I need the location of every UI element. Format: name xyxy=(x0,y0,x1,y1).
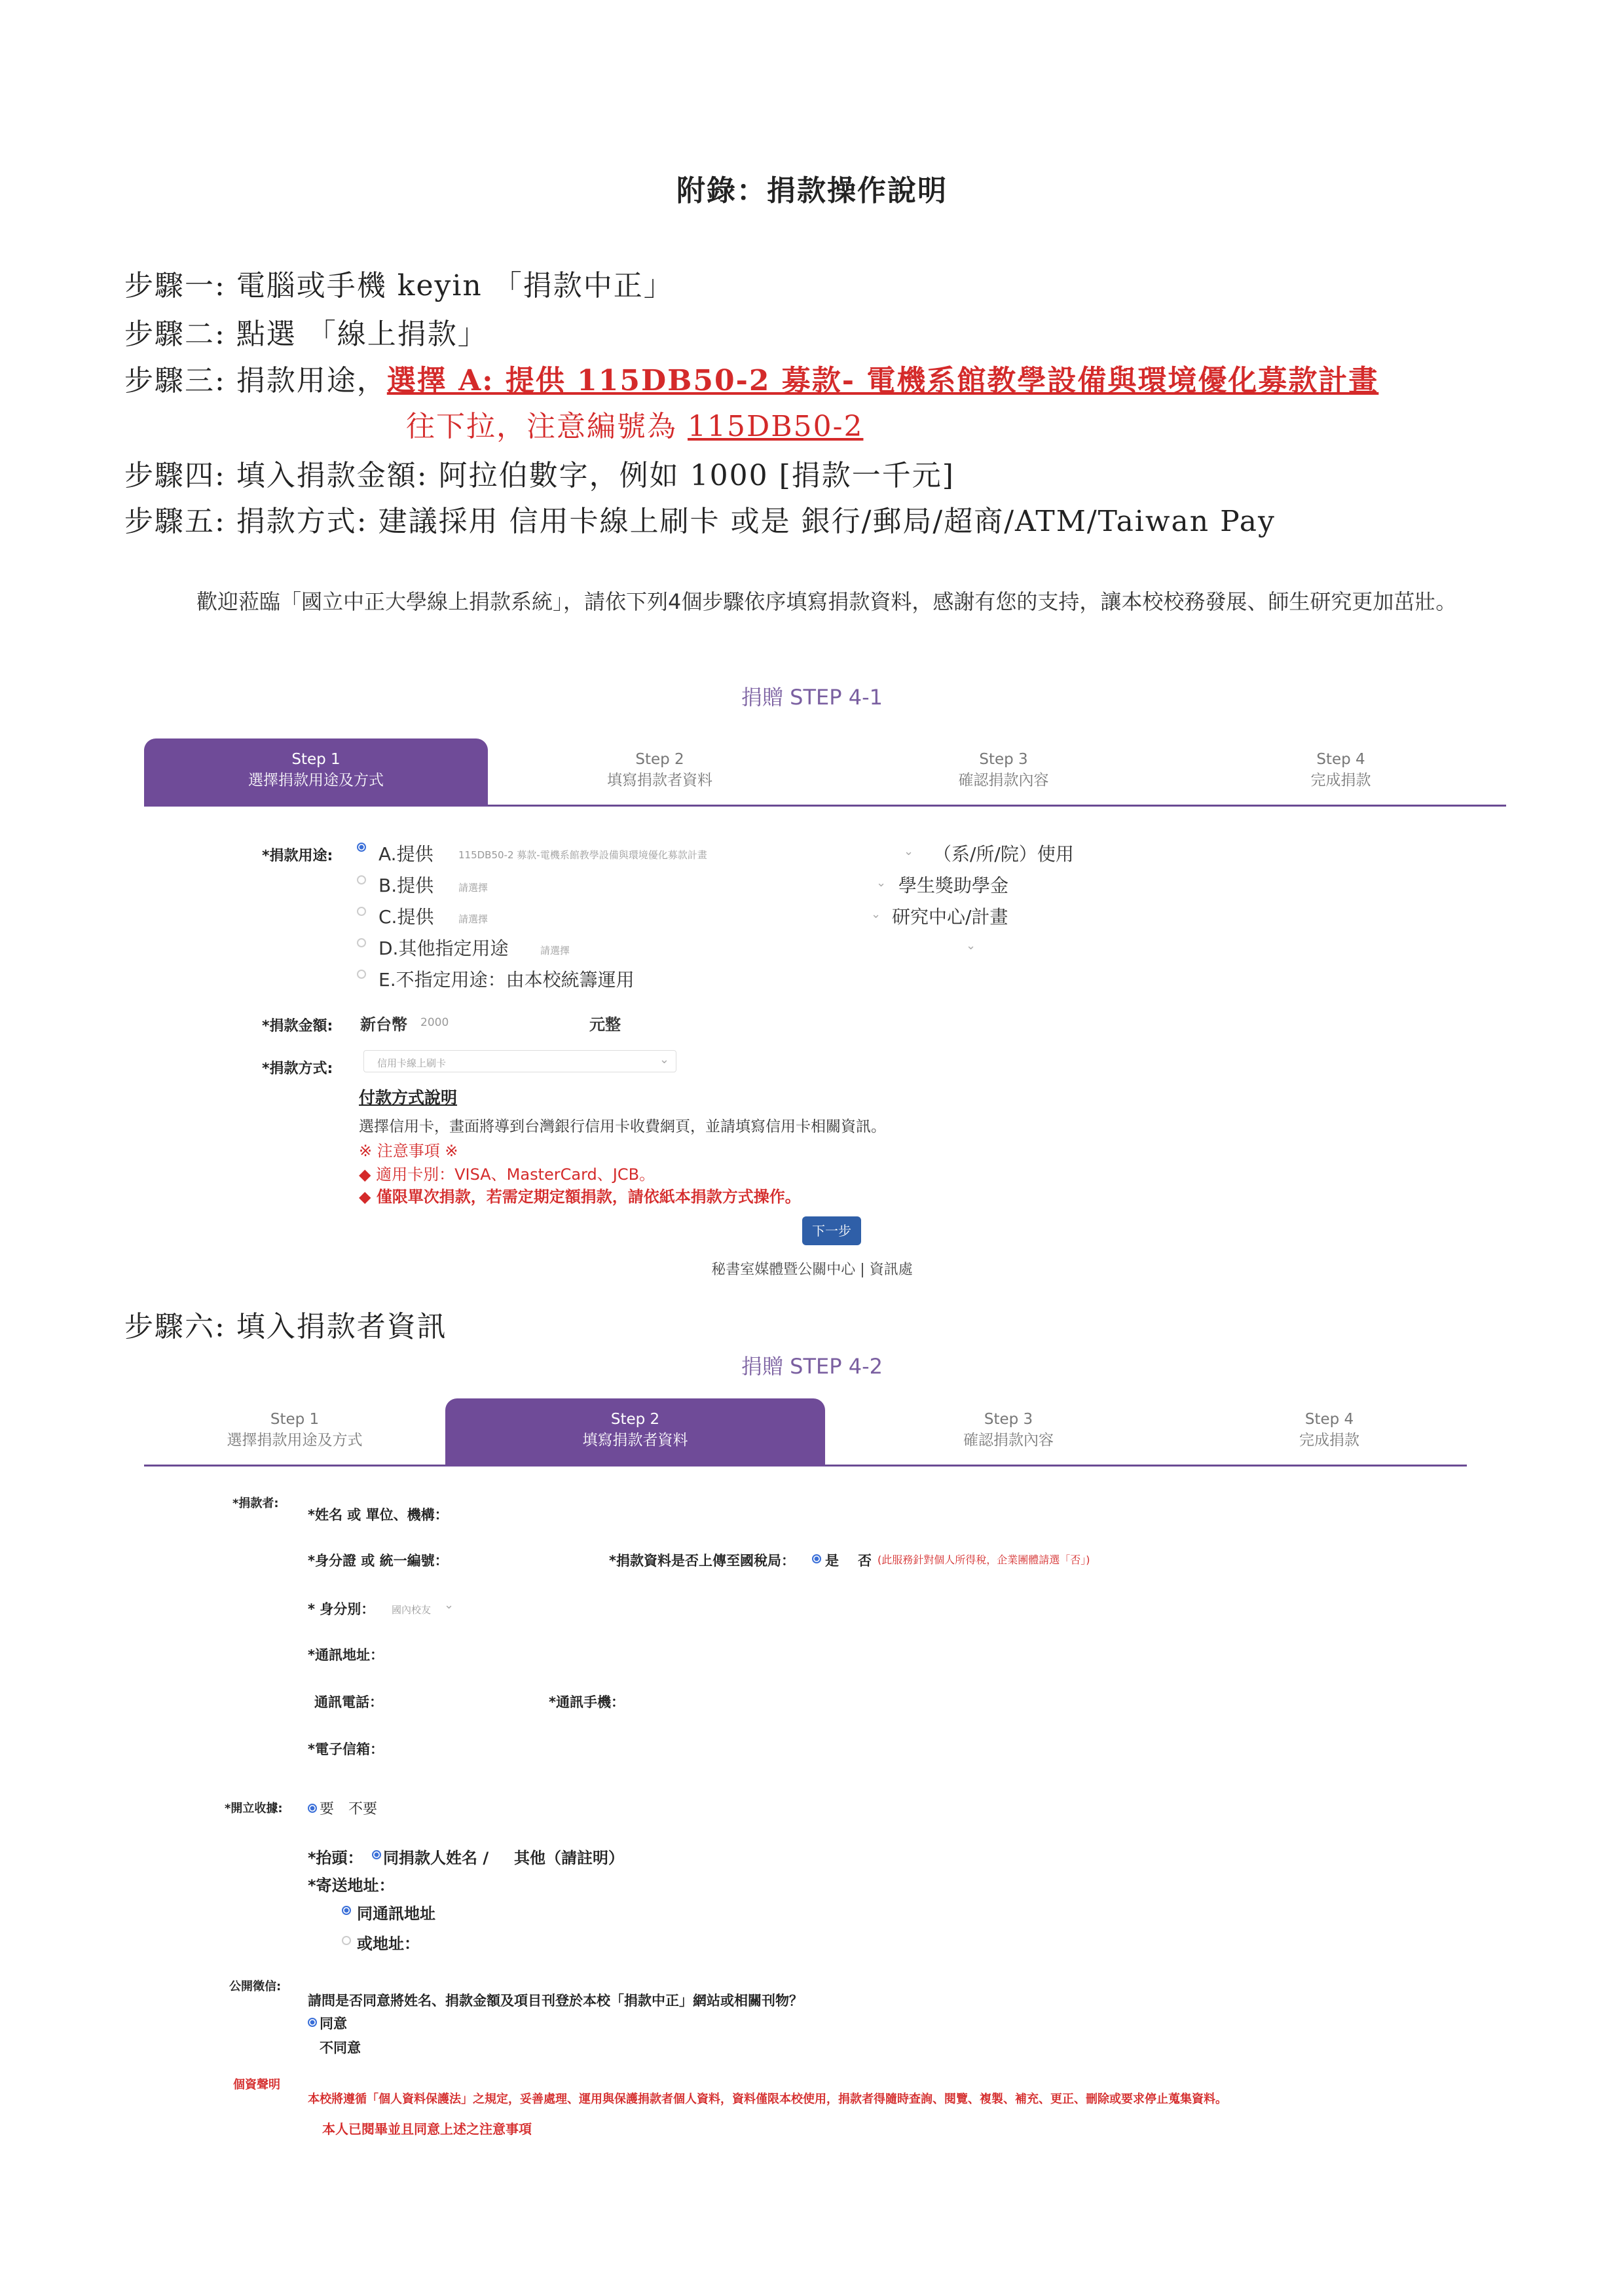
purpose-option-b-select[interactable]: 請選擇 xyxy=(458,882,489,894)
purpose-option-e-label: E.不指定用途：由本校統籌運用 xyxy=(378,969,635,991)
amount-unit: 元整 xyxy=(589,1015,621,1034)
mail-other-radio[interactable] xyxy=(342,1935,351,1948)
method-label: *捐款方式: xyxy=(262,1061,333,1077)
receipt-no-label[interactable]: 不要 xyxy=(348,1801,378,1817)
name-field[interactable]: *姓名 或 單位、機構： xyxy=(308,1507,449,1523)
step-one-text: 電腦或手機 keyin 「捐款中正」 xyxy=(236,269,674,302)
tax-yes-label: 是 xyxy=(825,1553,839,1569)
mail-same-label: 同通訊地址 xyxy=(357,1904,435,1923)
screen1-tab-step1[interactable] xyxy=(144,738,488,807)
radio-empty-icon xyxy=(357,970,366,979)
purpose-option-a-suffix: （系/所/院）使用 xyxy=(933,843,1074,865)
screen1-footer: 秘書室媒體暨公關中心 | 資訊處 xyxy=(711,1262,913,1278)
radio-empty-icon xyxy=(357,938,366,947)
step-six xyxy=(124,1303,447,1345)
screen2-heading: 捐贈 STEP 4-2 xyxy=(741,1354,883,1379)
radio-selected-icon xyxy=(342,1906,351,1915)
tab-step-label: 完成捐款 xyxy=(1310,772,1371,789)
screen2-step-bar xyxy=(144,1398,1467,1467)
method-select[interactable] xyxy=(363,1050,676,1072)
radio-selected-icon xyxy=(308,1804,317,1813)
tab-step-number: Step 1 xyxy=(291,751,341,768)
purpose-option-a-label: A.提供 xyxy=(378,843,434,865)
mail-same-radio[interactable] xyxy=(342,1905,351,1918)
purpose-option-b-radio[interactable] xyxy=(357,875,366,887)
chevron-down-icon: ⌄ xyxy=(904,845,914,858)
step-three-sub-text: 往下拉，注意編號為 xyxy=(406,410,688,443)
mail-address-label: *寄送地址： xyxy=(308,1876,395,1895)
step-two-text: 點選 「線上捐款」 xyxy=(236,318,488,351)
purpose-option-a-select[interactable]: 115DB50-2 募款-電機系館教學設備與環境優化募款計畫 xyxy=(458,849,707,861)
purpose-option-c-radio[interactable] xyxy=(357,906,366,919)
step-four-prefix: 步驟四: xyxy=(124,459,236,492)
tax-note: (此服務針對個人所得稅，企業團體請選「否」) xyxy=(877,1554,1090,1566)
step-five-prefix: 步驟五: xyxy=(124,505,236,538)
purpose-option-d-select[interactable]: 請選擇 xyxy=(540,945,570,957)
screen1-tab-step3[interactable] xyxy=(832,738,1175,807)
step-three-sub-code: 115DB50-2 xyxy=(688,410,864,443)
purpose-option-b-label: B.提供 xyxy=(378,875,434,896)
header-label: *抬頭： xyxy=(308,1849,363,1867)
step-one-prefix: 步驟一: xyxy=(124,269,236,302)
step-three xyxy=(124,357,1378,399)
mail-other-label: 或地址： xyxy=(357,1935,420,1953)
notice-card-types: ◆ 適用卡別：VISA、MasterCard、JCB。 xyxy=(359,1165,655,1184)
radio-empty-icon xyxy=(357,907,366,916)
receipt-label: *開立收據: xyxy=(225,1802,283,1815)
intro-paragraph: 歡迎蒞臨「國立中正大學線上捐款系統」，請依下列4個步驟依序填寫捐款資料，感謝有您的支持，讓本校校務發展、師生研究更加茁壯。 xyxy=(196,589,1457,614)
tab-step-number: Step 2 xyxy=(635,751,684,768)
tab-step-number: Step 3 xyxy=(984,1411,1033,1428)
screen2-tab-step3[interactable] xyxy=(825,1398,1192,1467)
method-select-value: 信用卡線上刷卡 xyxy=(377,1057,447,1069)
identity-label: * 身分別： xyxy=(308,1601,375,1617)
identity-select[interactable]: 國內校友 xyxy=(392,1604,432,1616)
address-field[interactable]: *通訊地址： xyxy=(308,1647,384,1663)
receipt-yes-radio[interactable] xyxy=(308,1803,317,1815)
radio-selected-icon xyxy=(357,843,366,852)
mobile-field[interactable]: *通訊手機： xyxy=(549,1694,625,1710)
header-same-label: 同捐款人姓名 / xyxy=(383,1849,489,1867)
donor-label: *捐款者: xyxy=(232,1497,279,1510)
purpose-option-c-select[interactable]: 請選擇 xyxy=(458,913,489,925)
chevron-down-icon: ⌄ xyxy=(876,876,887,890)
page-title: 附錄：捐款操作說明 xyxy=(676,174,948,208)
receipt-yes-label: 要 xyxy=(320,1801,335,1817)
tab-step-number: Step 1 xyxy=(270,1411,320,1428)
chevron-down-icon: ⌄ xyxy=(871,907,881,921)
tax-yes-radio[interactable] xyxy=(812,1554,821,1566)
purpose-option-e-radio[interactable] xyxy=(357,969,366,981)
tab-step-label: 確認捐款內容 xyxy=(963,1432,1054,1449)
step-one xyxy=(124,262,674,304)
header-other-label[interactable]: 其他（請註明） xyxy=(514,1849,624,1867)
step-three-text: 捐款用途， xyxy=(236,364,387,397)
public-agree-label: 同意 xyxy=(320,2016,347,2032)
tab-step-number: Step 4 xyxy=(1316,751,1365,768)
screen1-step-bar xyxy=(144,738,1506,807)
tab-step-label: 填寫捐款者資料 xyxy=(607,772,712,789)
phone-field[interactable]: 通訊電話： xyxy=(314,1694,383,1710)
chevron-down-icon: ⌄ xyxy=(444,1598,454,1612)
amount-input[interactable]: 2000 xyxy=(420,1016,449,1029)
purpose-label: *捐款用途: xyxy=(262,848,333,864)
tab-step-number: Step 2 xyxy=(610,1411,660,1428)
purpose-option-a-radio[interactable] xyxy=(357,842,366,854)
tax-upload-label: *捐款資料是否上傳至國稅局： xyxy=(609,1553,795,1569)
tax-no-label[interactable]: 否 xyxy=(858,1553,872,1569)
notice-single-only: ◆ 僅限單次捐款，若需定期定額捐款，請依紙本捐款方式操作。 xyxy=(359,1188,801,1206)
step-five xyxy=(124,498,1276,539)
id-field[interactable]: *身分證 或 統一編號： xyxy=(308,1553,449,1569)
radio-selected-icon xyxy=(372,1850,381,1859)
purpose-option-b-suffix: 學生獎助學金 xyxy=(898,875,1009,896)
tab-step-label: 填寫捐款者資料 xyxy=(582,1432,688,1449)
header-same-radio[interactable] xyxy=(372,1850,381,1862)
tab-step-label: 選擇捐款用途及方式 xyxy=(248,772,384,789)
tab-step-number: Step 3 xyxy=(979,751,1028,768)
tab-step-label: 完成捐款 xyxy=(1299,1432,1359,1449)
privacy-statement: 本校將遵循「個人資料保護法」之規定，妥善處理、運用與保護捐款者個人資料，資料僅限本校使用，捐款者得隨時查詢、閱覽、複製、補充、更正、刪除或要求停止蒐集資料。 xyxy=(308,2092,1227,2106)
screen1-tab-step4[interactable] xyxy=(1175,738,1506,807)
radio-empty-icon xyxy=(357,875,366,884)
next-button[interactable]: 下一步 xyxy=(802,1216,861,1245)
privacy-label: 個資聲明 xyxy=(233,2078,280,2092)
purpose-option-d-radio[interactable] xyxy=(357,938,366,950)
step-three-prefix: 步驟三: xyxy=(124,364,236,397)
tab-step-label: 選擇捐款用途及方式 xyxy=(227,1432,363,1449)
payment-description: 選擇信用卡，畫面將導到台灣銀行信用卡收費網頁，並請填寫信用卡相關資訊。 xyxy=(359,1118,886,1135)
step-four xyxy=(124,452,955,494)
privacy-confirm[interactable]: 本人已閱畢並且同意上述之注意事項 xyxy=(322,2121,532,2137)
step-two xyxy=(124,310,488,352)
public-agree-radio[interactable] xyxy=(308,2017,317,2030)
screen2-tab-step2[interactable] xyxy=(445,1398,825,1467)
purpose-option-c-suffix: 研究中心/計畫 xyxy=(892,906,1008,928)
notice-title: ※ 注意事項 ※ xyxy=(359,1142,458,1160)
step-four-text: 填入捐款金額: 阿拉伯數字，例如 1000 [捐款一千元] xyxy=(236,459,955,492)
tab-step-number: Step 4 xyxy=(1304,1411,1354,1428)
step-three-sub xyxy=(406,403,863,445)
payment-info-link[interactable]: 付款方式說明 xyxy=(359,1088,458,1107)
step-six-prefix: 步驟六: xyxy=(124,1310,236,1343)
purpose-option-c-label: C.提供 xyxy=(378,906,434,928)
radio-empty-icon xyxy=(342,1936,351,1945)
step-two-prefix: 步驟二: xyxy=(124,318,236,351)
tab-step-label: 確認捐款內容 xyxy=(958,772,1049,789)
email-field[interactable]: *電子信箱： xyxy=(308,1741,384,1757)
screen2-tab-step1[interactable] xyxy=(144,1398,445,1467)
screen2-tab-step4[interactable] xyxy=(1192,1398,1467,1467)
amount-currency: 新台幣 xyxy=(360,1015,407,1034)
step-six-text: 填入捐款者資訊 xyxy=(236,1310,447,1343)
public-disagree-label[interactable]: 不同意 xyxy=(320,2040,361,2056)
screen1-tab-step2[interactable] xyxy=(488,738,832,807)
public-question: 請問是否同意將姓名、捐款金額及項目刊登於本校「捐款中正」網站或相關刊物？ xyxy=(308,1993,803,2009)
radio-selected-icon xyxy=(812,1554,821,1563)
step-three-highlight: 選擇 A: 提供 115DB50-2 募款- 電機系館教學設備與環境優化募款計畫 xyxy=(386,364,1379,397)
purpose-option-d-label: D.其他指定用途 xyxy=(378,938,509,959)
radio-selected-icon xyxy=(308,2018,317,2027)
screen1-heading: 捐贈 STEP 4-1 xyxy=(741,685,883,710)
chevron-down-icon: ⌄ xyxy=(966,939,976,953)
step-five-text: 捐款方式: 建議採用 信用卡線上刷卡 或是 銀行/郵局/超商/ATM/Taiwan Pay xyxy=(236,505,1276,538)
public-label: 公開徵信: xyxy=(229,1980,282,1994)
amount-label: *捐款金額: xyxy=(262,1018,333,1034)
chevron-down-icon: ⌄ xyxy=(659,1053,669,1066)
